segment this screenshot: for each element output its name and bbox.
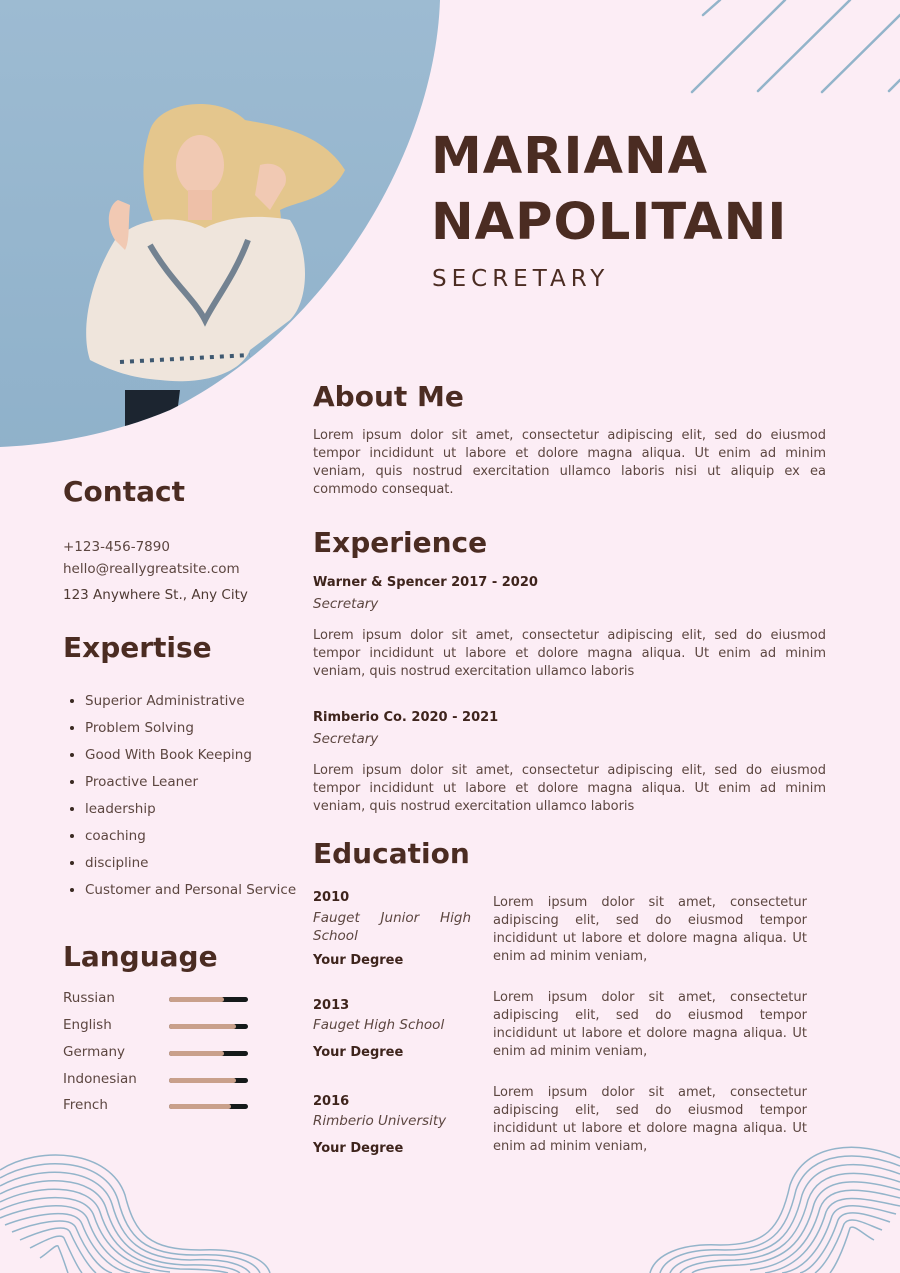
education-school: Fauget Junior High School — [313, 910, 471, 944]
first-name: MARIANA — [431, 127, 709, 186]
language-level-fill — [169, 1104, 231, 1109]
language-level-bar — [169, 1024, 248, 1029]
language-level-bar — [169, 1104, 248, 1109]
job-position: Secretary — [313, 596, 379, 612]
education-description: Lorem ipsum dolor sit amet, consectetur adipiscing elit, sed do eiusmod tempor incididunt ut labore et dolore magna aliqua. Ut enim ad minim veniam, — [493, 1085, 807, 1154]
language-name: English — [63, 1017, 112, 1033]
language-name: French — [63, 1097, 108, 1113]
education-degree: Your Degree — [313, 953, 404, 968]
experience-heading: Experience — [313, 526, 488, 559]
language-row — [63, 990, 253, 1010]
education-entry — [313, 998, 471, 1060]
education-entry — [313, 890, 471, 968]
education-year: 2016 — [313, 1094, 350, 1109]
language-row — [63, 1017, 253, 1037]
education-school: Fauget High School — [313, 1017, 445, 1033]
expertise-item: • Proactive Leaner — [85, 769, 300, 796]
contact-address: 123 Anywhere St., Any City — [63, 587, 248, 603]
education-school: Rimberio University — [313, 1113, 447, 1129]
education-description: Lorem ipsum dolor sit amet, consectetur adipiscing elit, sed do eiusmod tempor incididunt ut labore et dolore magna aliqua. Ut enim ad minim veniam, — [493, 990, 807, 1059]
expertise-item: • leadership — [85, 796, 300, 823]
contact-phone: +123-456-7890 — [63, 539, 170, 555]
language-level-fill — [169, 1078, 236, 1083]
expertise-list — [63, 688, 300, 904]
job-company-years: Warner & Spencer 2017 - 2020 — [313, 575, 538, 590]
expertise-item: • Superior Administrative — [85, 688, 300, 715]
expertise-item: • Problem Solving — [85, 715, 300, 742]
job-description: Lorem ipsum dolor sit amet, consectetur adipiscing elit, sed do eiusmod tempor incididunt ut labore et dolore magna aliqua. Ut enim ad minim veniam, quis nostrud exercitation ullamco laboris — [313, 763, 826, 814]
wave-lines-decoration-left — [0, 1140, 280, 1273]
expertise-item: • Customer and Personal Service — [85, 877, 300, 904]
about-text: Lorem ipsum dolor sit amet, consectetur adipiscing elit, sed do eiusmod tempor incididunt ut labore et dolore magna aliqua. Ut enim ad minim veniam, quis nostrud exercitation ullamco laboris nisi ut aliquip ex ea commodo consequat. — [313, 428, 826, 497]
job-position: Secretary — [313, 731, 379, 747]
language-row — [63, 1071, 253, 1091]
language-row — [63, 1097, 253, 1117]
language-name: Indonesian — [63, 1071, 137, 1087]
language-level-bar — [169, 997, 248, 1002]
contact-email: hello@reallygreatsite.com — [63, 561, 240, 577]
language-level-fill — [169, 1024, 236, 1029]
education-degree: Your Degree — [313, 1141, 404, 1156]
expertise-item: • coaching — [85, 823, 300, 850]
education-entry — [313, 1094, 471, 1156]
education-year: 2010 — [313, 890, 350, 905]
contact-heading: Contact — [63, 475, 185, 508]
about-heading: About Me — [313, 380, 464, 413]
job-description: Lorem ipsum dolor sit amet, consectetur adipiscing elit, sed do eiusmod tempor incididunt ut labore et dolore magna aliqua. Ut enim ad minim veniam, quis nostrud exercitation ullamco laboris — [313, 628, 826, 679]
language-level-bar — [169, 1051, 248, 1056]
language-level-fill — [169, 1051, 224, 1056]
full-name — [431, 124, 787, 256]
education-heading: Education — [313, 837, 470, 870]
expertise-item: • Good With Book Keeping — [85, 742, 300, 769]
education-description: Lorem ipsum dolor sit amet, consectetur adipiscing elit, sed do eiusmod tempor incididunt ut labore et dolore magna aliqua. Ut enim ad minim veniam, — [493, 895, 807, 964]
language-heading: Language — [63, 940, 218, 973]
wave-lines-decoration-right — [640, 1140, 900, 1273]
language-row — [63, 1044, 253, 1064]
language-name: Germany — [63, 1044, 126, 1060]
language-level-fill — [169, 997, 224, 1002]
job-role: SECRETARY — [432, 266, 610, 292]
education-degree: Your Degree — [313, 1045, 404, 1060]
job-company-years: Rimberio Co. 2020 - 2021 — [313, 710, 499, 725]
expertise-item: • discipline — [85, 850, 300, 877]
language-level-bar — [169, 1078, 248, 1083]
expertise-heading: Expertise — [63, 631, 212, 664]
education-year: 2013 — [313, 998, 350, 1013]
language-name: Russian — [63, 990, 115, 1006]
last-name: NAPOLITANI — [431, 193, 788, 252]
